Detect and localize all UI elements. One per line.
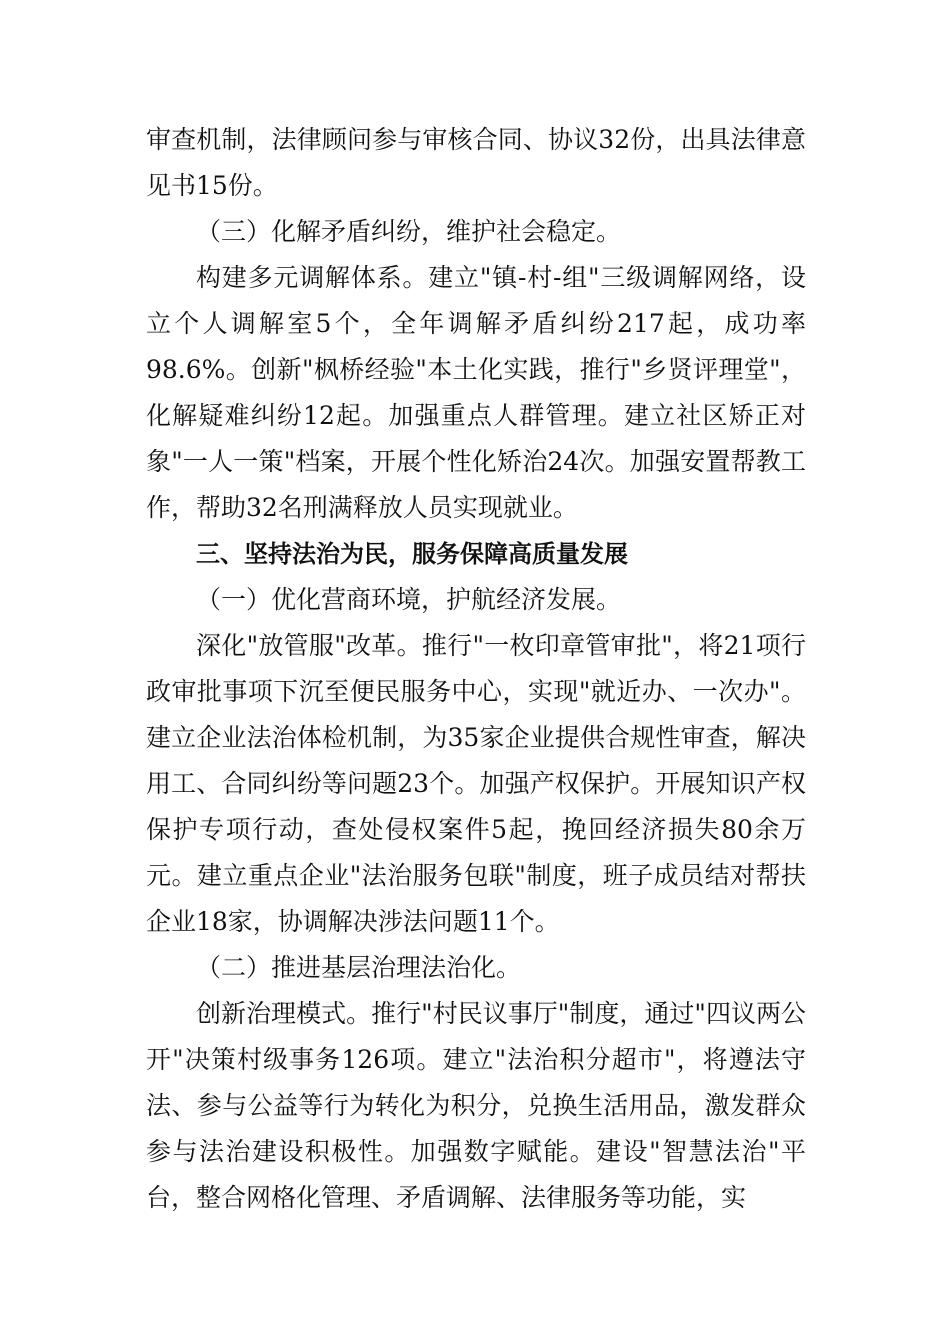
subheading-resolve-disputes: （三）化解矛盾纠纷，维护社会稳定。 <box>196 217 622 246</box>
paragraph-review-mechanism: 审查机制，法律顾问参与审核合同、协议32份，出具法律意见书15份。 <box>146 125 806 200</box>
paragraph-reform: 深化"放管服"改革。推行"一枚印章管审批"，将21项行政审批事项下沉至便民服务中心，实现"就近办、一次办"。建立企业法治体检机制，为35家企业提供合规性审查，解决用工、合同纠纷等问题23个。加强产权保护。开展知识产权保护专项行动，查处侵权案件5起，挽回经济损失80余万元。建立重点企业"法治服务包联"制度，班子成员结对帮扶企业18家，协调解决涉法问题11个。 <box>146 631 806 936</box>
subheading-business-environment: （一）优化营商环境，护航经济发展。 <box>196 585 622 614</box>
paragraph-governance-model: 创新治理模式。推行"村民议事厅"制度，通过"四议两公开"决策村级事务126项。建立"法治积分超市"，将遵法守法、参与公益等行为转化为积分，兑换生活用品，激发群众参与法治建设积极性。加强数字赋能。建设"智慧法治"平台，整合网格化管理、矛盾调解、法律服务等功能，实 <box>146 999 806 1212</box>
subheading-grassroots-governance: （二）推进基层治理法治化。 <box>196 953 522 982</box>
paragraph-mediation-system: 构建多元调解体系。建立"镇-村-组"三级调解网络，设立个人调解室5个，全年调解矛盾纠纷217起，成功率98.6%。创新"枫桥经验"本土化实践，推行"乡贤评理堂"，化解疑难纠纷12起。加强重点人群管理。建立社区矫正对象"一人一策"档案，开展个性化矫治24次。加强安置帮教工作，帮助32名刑满释放人员实现就业。 <box>146 263 806 522</box>
document-page <box>146 117 806 1221</box>
section-heading-rule-of-law-for-people: 三、坚持法治为民，服务保障高质量发展 <box>196 540 628 568</box>
